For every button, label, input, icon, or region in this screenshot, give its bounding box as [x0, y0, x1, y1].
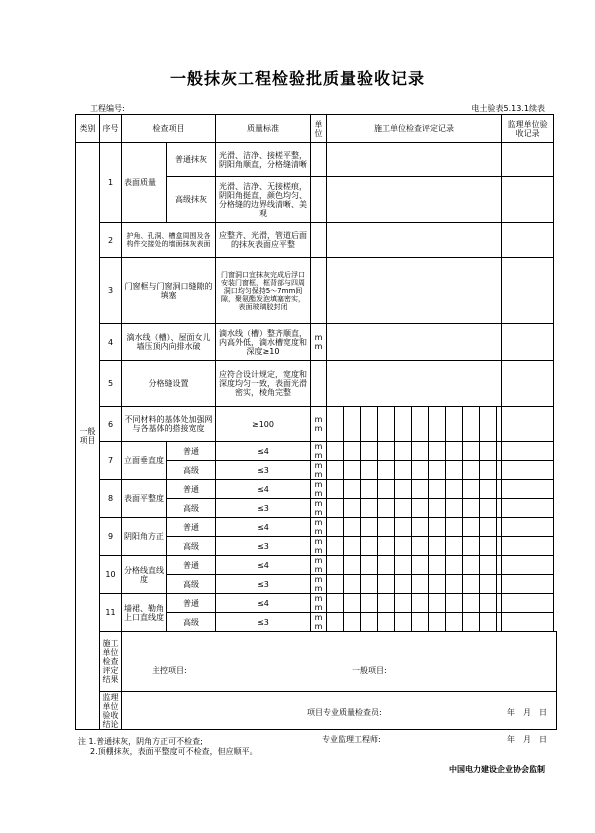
sub-item-cell: 普通: [167, 518, 216, 537]
supervising-organization: 中国电力建设企业协会监制: [449, 765, 545, 774]
contractor-result-label: 施工单位检查评定结果: [100, 632, 122, 692]
form-title: 一般抹灰工程检验批质量验收记录: [169, 69, 425, 88]
quality-inspector-label: 项目专业质量检查员:: [307, 707, 382, 717]
item-cell: 立面垂直度: [122, 442, 167, 480]
check-record-cell[interactable]: [327, 324, 502, 361]
standard-cell: 应符合设计规定，宽度和深度均匀一致，表面光滑密实，棱角完整: [216, 361, 311, 407]
unit-cell: [311, 143, 327, 177]
check-record-cell[interactable]: [327, 143, 502, 177]
sub-item-cell: 高级: [167, 461, 216, 480]
measure-cell[interactable]: [480, 499, 497, 518]
unit-cell: [311, 223, 327, 258]
table-row: [76, 556, 557, 575]
unit-cell: [311, 258, 327, 324]
measure-cell[interactable]: [480, 556, 497, 575]
measure-cell[interactable]: [480, 613, 497, 632]
measure-cell[interactable]: [480, 537, 497, 556]
measure-cell[interactable]: [378, 613, 395, 632]
measure-cell[interactable]: [327, 594, 344, 613]
measure-cell[interactable]: [412, 499, 429, 518]
sub-item-cell: 普通: [167, 556, 216, 575]
unit-cell: [311, 177, 327, 223]
sub-item-cell: 高级: [167, 613, 216, 632]
measure-cell[interactable]: [446, 594, 463, 613]
measure-cell[interactable]: [480, 575, 497, 594]
measure-cell[interactable]: [429, 442, 446, 461]
standard-cell: ≤4: [216, 556, 311, 575]
measure-cell[interactable]: [463, 594, 480, 613]
measure-cell[interactable]: [361, 480, 378, 499]
note-line-2: 2.顶棚抹灰，表面平整度可不检查，但应顺平。: [90, 747, 258, 756]
supervisor-record-cell[interactable]: [502, 258, 554, 324]
measure-cell[interactable]: [344, 461, 361, 480]
measure-cell[interactable]: [446, 461, 463, 480]
unit-cell: mm: [311, 594, 327, 613]
measure-cell[interactable]: [361, 518, 378, 537]
main-items-label: 主控项目:: [152, 665, 187, 675]
measure-cell[interactable]: [429, 407, 446, 442]
measure-cell[interactable]: [395, 613, 412, 632]
project-number-label: 工程编号:: [90, 104, 125, 113]
item-cell: 不同材料的基体处加强网与各基体的搭接宽度: [122, 407, 216, 442]
table-row: [76, 361, 557, 407]
standard-cell: ≤4: [216, 518, 311, 537]
table-row: [76, 407, 557, 442]
header-seq: 序号: [100, 115, 122, 143]
measure-cell[interactable]: [344, 518, 361, 537]
standard-cell: 应整齐、光滑，管道后面的抹灰表面应平整: [216, 223, 311, 258]
measure-cell[interactable]: [446, 556, 463, 575]
measure-cell[interactable]: [463, 556, 480, 575]
standard-cell: ≤3: [216, 537, 311, 556]
standard-cell: 门窗洞口宜抹灰完成后浮口安装门窗框，框背部与四周洞口均匀保持5～7mm间隙，聚氨酯发泡填塞密实，表面玻璃胶封闭: [216, 258, 311, 324]
measure-cell[interactable]: [480, 442, 497, 461]
header-unit: 单位: [311, 115, 327, 143]
header-row: [76, 115, 557, 143]
contractor-result-area[interactable]: [122, 632, 557, 717]
item-cell: 表面质量: [122, 143, 167, 223]
seq-cell: 7: [100, 442, 122, 480]
unit-cell: mm: [311, 575, 327, 594]
measure-cell[interactable]: [446, 575, 463, 594]
supervisor-conclusion-label: 监理单位验收结论: [100, 692, 122, 730]
measure-cell[interactable]: [327, 461, 344, 480]
measure-cell[interactable]: [378, 537, 395, 556]
unit-cell: mm: [311, 407, 327, 442]
measure-cell[interactable]: [395, 594, 412, 613]
supervisor-record-cell[interactable]: [502, 499, 554, 518]
measure-cell[interactable]: [480, 461, 497, 480]
measure-cell[interactable]: [378, 518, 395, 537]
measure-cell[interactable]: [327, 613, 344, 632]
measure-cell[interactable]: [361, 556, 378, 575]
supervisor-record-cell[interactable]: [502, 461, 554, 480]
sub-item-cell: 普通: [167, 594, 216, 613]
measure-cell[interactable]: [327, 575, 344, 594]
item-cell: 表面平整度: [122, 480, 167, 518]
measure-cell[interactable]: [378, 442, 395, 461]
supervisor-record-cell[interactable]: [502, 324, 554, 361]
measure-cell[interactable]: [429, 461, 446, 480]
table-row: [76, 442, 557, 461]
header-supervisor-record: 监理单位验收记录: [502, 115, 554, 143]
item-cell: 护角、孔洞、槽盒周围及各构件交接处的墙面抹灰表面: [122, 223, 216, 258]
measure-cell[interactable]: [361, 461, 378, 480]
measure-cell[interactable]: [480, 594, 497, 613]
measure-cell[interactable]: [361, 613, 378, 632]
measure-cell[interactable]: [327, 556, 344, 575]
measure-cell[interactable]: [446, 613, 463, 632]
unit-cell: mm: [311, 537, 327, 556]
unit-cell: mm: [311, 480, 327, 499]
supervisor-record-cell[interactable]: [502, 442, 554, 461]
measure-cell[interactable]: [344, 613, 361, 632]
supervisor-record-cell[interactable]: [502, 613, 554, 632]
table-row: [76, 594, 557, 613]
measure-cell[interactable]: [344, 407, 361, 442]
check-record-cell[interactable]: [327, 258, 502, 324]
seq-cell: 1: [100, 143, 122, 223]
unit-cell: mm: [311, 518, 327, 537]
supervision-engineer-label: 专业监理工程师:: [322, 734, 381, 744]
measure-cell[interactable]: [344, 556, 361, 575]
supervisor-record-cell[interactable]: [502, 537, 554, 556]
measure-cell[interactable]: [327, 518, 344, 537]
check-record-cell[interactable]: [327, 223, 502, 258]
sub-item-cell: 普通: [167, 442, 216, 461]
item-cell: 阴阳角方正: [122, 518, 167, 556]
measure-cell[interactable]: [429, 556, 446, 575]
supervisor-record-cell[interactable]: [502, 361, 554, 407]
sub-item-cell: 普通抹灰: [167, 143, 216, 177]
supervisor-record-cell[interactable]: [502, 518, 554, 537]
measure-cell[interactable]: [378, 407, 395, 442]
unit-cell: mm: [311, 461, 327, 480]
measure-cell[interactable]: [412, 480, 429, 499]
measure-cell[interactable]: [395, 556, 412, 575]
measure-cell[interactable]: [463, 575, 480, 594]
measure-cell[interactable]: [395, 407, 412, 442]
category-general: 一般项目: [76, 143, 100, 730]
table-row: [76, 223, 557, 258]
measure-cell[interactable]: [378, 499, 395, 518]
measure-cell[interactable]: [327, 480, 344, 499]
measure-cell[interactable]: [395, 518, 412, 537]
supervisor-record-cell[interactable]: [502, 480, 554, 499]
supervisor-record-cell[interactable]: [502, 143, 554, 177]
seq-cell: 11: [100, 594, 122, 632]
table-row: [76, 324, 557, 361]
measure-cell[interactable]: [361, 442, 378, 461]
standard-cell: ≥100: [216, 407, 311, 442]
unit-cell: mm: [311, 613, 327, 632]
measure-cell[interactable]: [344, 537, 361, 556]
form-number: 电土验表5.13.1续表: [471, 104, 545, 113]
contractor-result-row: [76, 632, 557, 692]
measure-cell[interactable]: [429, 575, 446, 594]
standard-cell: 光滑、洁净、接槎平整，阴阳角顺直，分格缝清晰: [216, 143, 311, 177]
item-cell: 分格缝设置: [122, 361, 216, 407]
measure-cell[interactable]: [361, 537, 378, 556]
measure-cell[interactable]: [344, 499, 361, 518]
general-items-label: 一般项目:: [352, 665, 387, 675]
measure-cell[interactable]: [480, 407, 497, 442]
sub-item-cell: 高级: [167, 499, 216, 518]
unit-cell: mm: [311, 556, 327, 575]
seq-cell: 8: [100, 480, 122, 518]
measure-cell[interactable]: [446, 442, 463, 461]
sub-item-cell: 高级抹灰: [167, 177, 216, 223]
measure-cell[interactable]: [446, 407, 463, 442]
item-cell: 分格线直线度: [122, 556, 167, 594]
standard-cell: ≤3: [216, 461, 311, 480]
measure-cell[interactable]: [446, 537, 463, 556]
unit-cell: [311, 361, 327, 407]
measure-cell[interactable]: [395, 461, 412, 480]
measure-cell[interactable]: [412, 575, 429, 594]
measure-cell[interactable]: [344, 442, 361, 461]
measure-cell[interactable]: [412, 613, 429, 632]
measure-cell[interactable]: [395, 480, 412, 499]
unit-cell: mm: [311, 499, 327, 518]
sub-item-cell: 普通: [167, 480, 216, 499]
measure-cell[interactable]: [463, 442, 480, 461]
sub-item-cell: 高级: [167, 575, 216, 594]
measure-cell[interactable]: [395, 499, 412, 518]
standard-cell: 滴水线（槽）整齐顺直，内高外低，滴水槽宽度和深度≥10: [216, 324, 311, 361]
measure-cell[interactable]: [378, 480, 395, 499]
table-row: [76, 143, 557, 177]
check-record-cell[interactable]: [327, 177, 502, 223]
measure-cell[interactable]: [446, 499, 463, 518]
seq-cell: 9: [100, 518, 122, 556]
measure-cell[interactable]: [463, 480, 480, 499]
standard-cell: ≤4: [216, 480, 311, 499]
measure-cell[interactable]: [429, 518, 446, 537]
measure-cell[interactable]: [412, 556, 429, 575]
measure-cell[interactable]: [463, 613, 480, 632]
notes: [78, 737, 258, 757]
supervisor-date-label: 年 月 日: [507, 734, 547, 744]
contractor-date-label: 年 月 日: [507, 707, 547, 717]
sub-item-cell: 高级: [167, 537, 216, 556]
table-row: [76, 258, 557, 324]
supervisor-record-cell[interactable]: [502, 223, 554, 258]
standard-cell: ≤4: [216, 442, 311, 461]
header-standard: 质量标准: [216, 115, 311, 143]
item-cell: 滴水线（槽）、屋面女儿墙压顶内向排水破: [122, 324, 216, 361]
measure-cell[interactable]: [412, 537, 429, 556]
seq-cell: 4: [100, 324, 122, 361]
measure-cell[interactable]: [378, 556, 395, 575]
measure-cell[interactable]: [412, 442, 429, 461]
measure-cell[interactable]: [446, 480, 463, 499]
measure-cell[interactable]: [412, 594, 429, 613]
measure-cell[interactable]: [429, 480, 446, 499]
seq-cell: 5: [100, 361, 122, 407]
measure-cell[interactable]: [463, 461, 480, 480]
supervisor-record-cell[interactable]: [502, 177, 554, 223]
measure-cell[interactable]: [361, 575, 378, 594]
measure-cell[interactable]: [361, 499, 378, 518]
measure-cell[interactable]: [429, 537, 446, 556]
supervisor-record-cell[interactable]: [502, 594, 554, 613]
standard-cell: ≤3: [216, 575, 311, 594]
supervisor-record-cell[interactable]: [502, 556, 554, 575]
measure-cell[interactable]: [361, 407, 378, 442]
measure-cell[interactable]: [446, 518, 463, 537]
measure-cell[interactable]: [327, 499, 344, 518]
check-record-cell[interactable]: [327, 361, 502, 407]
header-category: 类别: [76, 115, 100, 143]
measure-cell[interactable]: [327, 537, 344, 556]
table-row: [76, 480, 557, 499]
measure-cell[interactable]: [344, 594, 361, 613]
note-line-1: 注 1.普通抹灰，阴角方正可不检查;: [78, 737, 203, 746]
measure-cell[interactable]: [395, 537, 412, 556]
measure-cell[interactable]: [378, 594, 395, 613]
measure-cell[interactable]: [344, 575, 361, 594]
measure-cell[interactable]: [463, 499, 480, 518]
seq-cell: 3: [100, 258, 122, 324]
unit-cell: mm: [311, 324, 327, 361]
seq-cell: 6: [100, 407, 122, 442]
measure-cell[interactable]: [480, 480, 497, 499]
measure-cell[interactable]: [412, 461, 429, 480]
measure-cell[interactable]: [480, 518, 497, 537]
measure-cell[interactable]: [429, 613, 446, 632]
header-contractor-check: 施工单位检查评定记录: [327, 115, 502, 143]
table-row: [76, 518, 557, 537]
measure-cell[interactable]: [463, 518, 480, 537]
measure-cell[interactable]: [378, 461, 395, 480]
supervisor-record-cell[interactable]: [502, 407, 554, 442]
supervisor-record-cell[interactable]: [502, 575, 554, 594]
header-item: 检查项目: [122, 115, 216, 143]
measure-cell[interactable]: [327, 442, 344, 461]
measure-cell[interactable]: [412, 518, 429, 537]
measure-cell[interactable]: [344, 480, 361, 499]
measure-cell[interactable]: [412, 407, 429, 442]
standard-cell: 光滑、洁净、无接槎痕，阴阳角挺直，颜色均匀、分格缝的边界线清晰、美观: [216, 177, 311, 223]
measure-cell[interactable]: [327, 407, 344, 442]
measure-cell[interactable]: [463, 537, 480, 556]
measure-cell[interactable]: [429, 499, 446, 518]
measure-cell[interactable]: [378, 575, 395, 594]
measure-cell[interactable]: [395, 442, 412, 461]
measure-cell[interactable]: [463, 407, 480, 442]
seq-cell: 2: [100, 223, 122, 258]
seq-cell: 10: [100, 556, 122, 594]
standard-cell: ≤3: [216, 613, 311, 632]
item-cell: 墙裙、勒角上口直线度: [122, 594, 167, 632]
measure-cell[interactable]: [395, 575, 412, 594]
standard-cell: ≤4: [216, 594, 311, 613]
item-cell: 门窗框与门窗洞口缝隙的填塞: [122, 258, 216, 324]
measure-cell[interactable]: [429, 594, 446, 613]
standard-cell: ≤3: [216, 499, 311, 518]
unit-cell: mm: [311, 442, 327, 461]
measure-cell[interactable]: [361, 594, 378, 613]
